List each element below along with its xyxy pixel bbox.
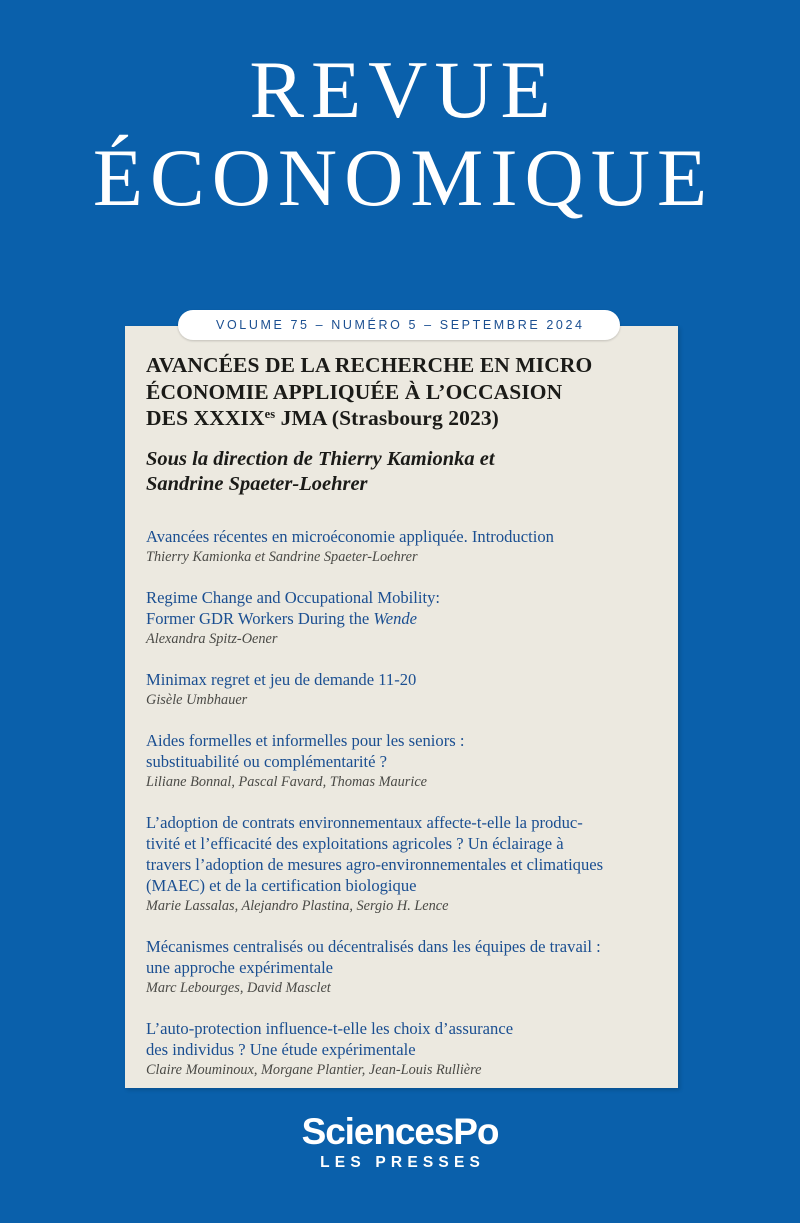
publisher-name: SciencesPo [301,1111,499,1152]
article-title: Avancées récentes en microéconomie appliquée. Introduction [146,526,554,546]
article-title-line-2: Former GDR Workers During the [146,608,374,628]
publisher-subtitle: LES PRESSES [320,1154,486,1171]
list-item[interactable] [146,730,654,791]
journal-masthead [0,46,800,222]
cover-content-panel [125,326,678,1088]
article-title-italic-term: Wende [373,608,418,628]
issue-title-line-3-pre: DES XXXIX [146,406,265,430]
article-title [146,812,654,896]
list-item[interactable] [146,669,654,709]
article-authors: Claire Mouminoux, Morgane Plantier, Jean-Louis Rullière [146,1061,482,1078]
article-authors: Gisèle Umbhauer [146,691,248,708]
issue-title-ordinal-suffix: es [264,407,276,422]
issue-editors-line-2: Sandrine Spaeter-Loehrer [146,472,368,495]
article-authors: Alexandra Spitz-Oener [146,630,278,647]
article-title-line-1: Aides formelles et informelles pour les seniors : [146,730,465,750]
article-title-line-2: substituabilité ou complémentarité ? [146,751,388,771]
masthead-line-revue: REVUE [249,44,558,135]
volume-banner [178,310,620,340]
article-title-line-1: Regime Change and Occupational Mobility: [146,587,441,607]
article-title [146,936,654,978]
article-title-line-4: (MAEC) et de la certification biologique [146,875,417,895]
article-title-line-3: travers l’adoption de mesures agro-environnementales et climatiques [146,854,604,874]
publisher-logo [0,1112,800,1172]
issue-editors [146,447,654,497]
article-title [146,1018,654,1060]
article-authors: Thierry Kamionka et Sandrine Spaeter-Loehrer [146,548,418,565]
masthead-line-economique: ÉCONOMIQUE [92,132,715,223]
issue-title-line-3-post: JMA (Strasbourg 2023) [275,406,499,430]
list-item[interactable] [146,1018,654,1079]
article-title: Minimax regret et jeu de demande 11-20 [146,669,417,689]
article-title-line-1: L’adoption de contrats environnementaux affecte-t-elle la produc- [146,812,583,832]
article-title-line-1: L’auto-protection influence-t-elle les choix d’assurance [146,1018,514,1038]
article-title [146,587,654,629]
article-title-line-1: Mécanismes centralisés ou décentralisés dans les équipes de travail : [146,936,601,956]
table-of-contents [146,526,654,1079]
issue-title-line-2: ÉCONOMIE APPLIQUÉE À L’OCCASION [146,379,563,404]
article-title-line-2: une approche expérimentale [146,957,334,977]
list-item[interactable] [146,812,654,915]
list-item[interactable] [146,936,654,997]
article-authors: Marc Lebourges, David Masclet [146,979,331,996]
list-item[interactable] [146,587,654,648]
article-title [146,730,654,772]
issue-title-line-1: AVANCÉES DE LA RECHERCHE EN MICRO [146,353,593,377]
volume-banner-text: VOLUME 75 – NUMÉRO 5 – SEPTEMBRE 2024 [216,318,585,332]
article-authors: Marie Lassalas, Alejandro Plastina, Sergio H. Lence [146,897,449,914]
issue-editors-line-1: Sous la direction de Thierry Kamionka et [146,447,495,470]
article-authors: Liliane Bonnal, Pascal Favard, Thomas Maurice [146,773,428,790]
issue-title [146,352,654,432]
article-title-line-2: des individus ? Une étude expérimentale [146,1039,416,1059]
list-item[interactable] [146,526,654,566]
article-title-line-2: tivité et l’efficacité des exploitations agricoles ? Un éclairage à [146,833,564,853]
